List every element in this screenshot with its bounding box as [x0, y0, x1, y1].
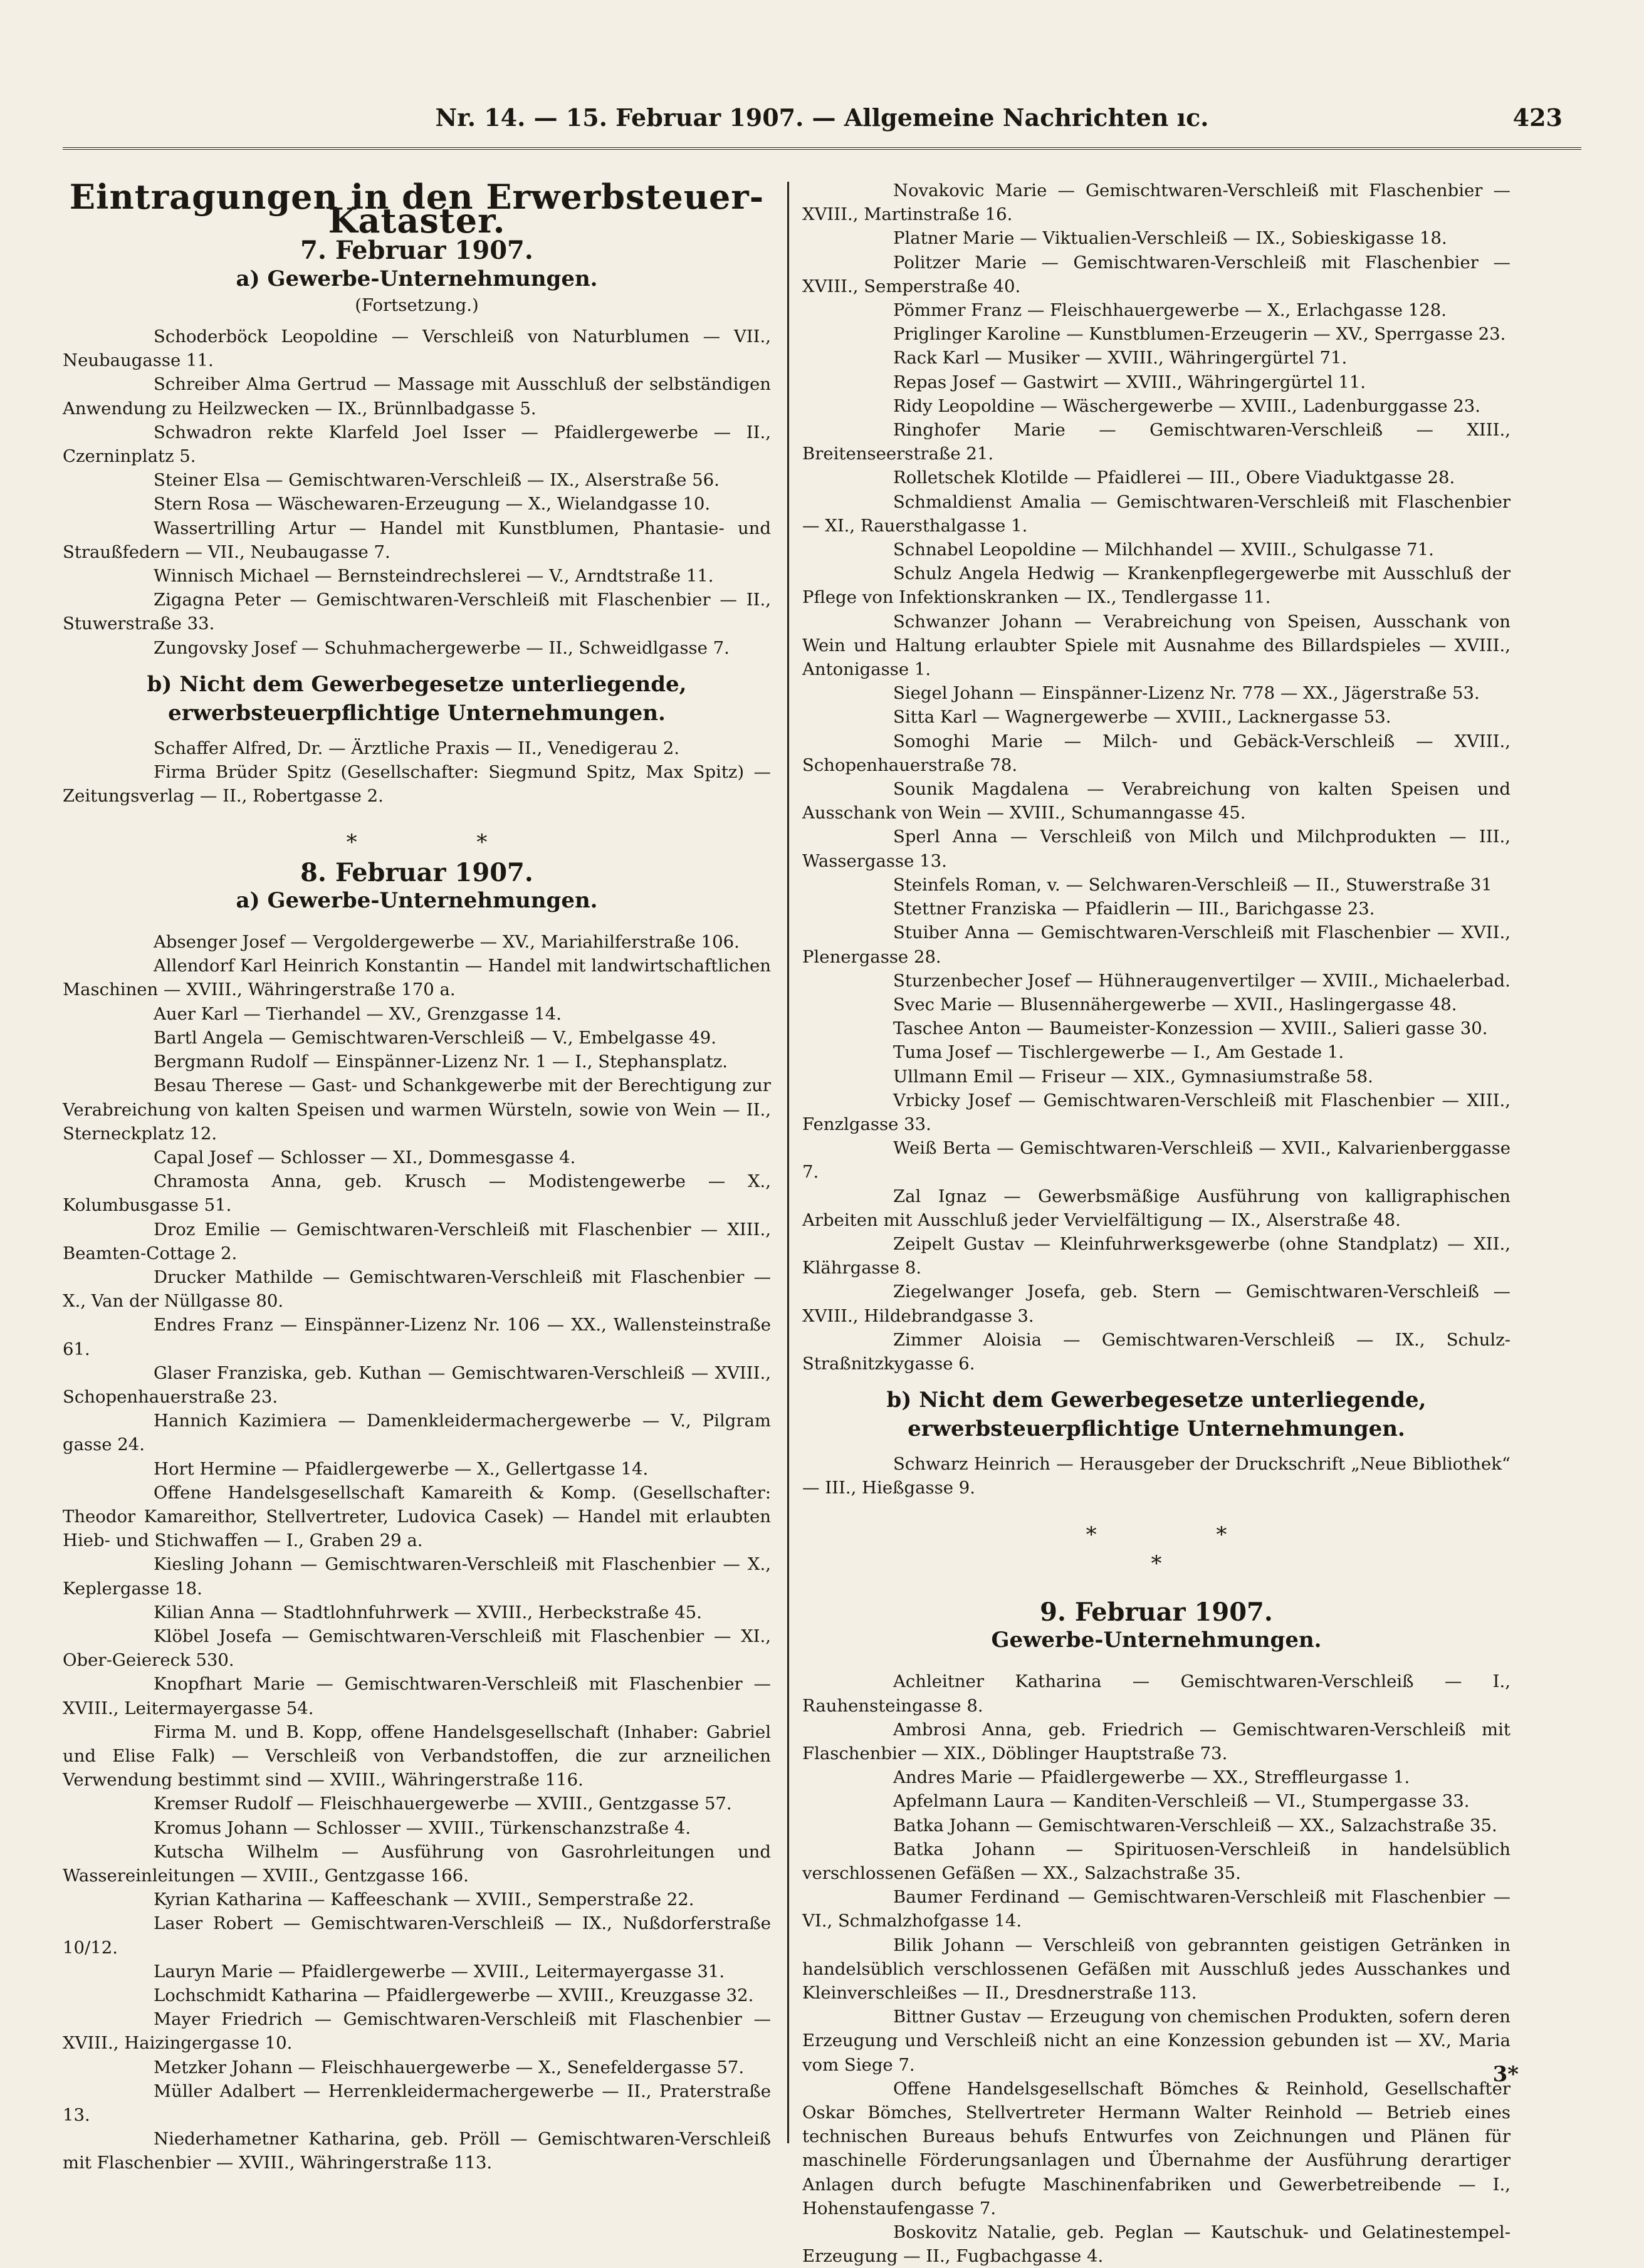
section-separator-stars: * *: [346, 830, 544, 855]
list-item: Offene Handelsgesellschaft Bömches & Reinhold, Gesellschafter Oskar Bömches, Stellvertreter Hermann Walter Reinhold — Betrieb eines technischen Bureaus behufs Entwurfes von Zeichnungen und Plänen für maschinelle Förderungsanlagen und Übernahme der Ausführung derartiger Anlagen durch befugte Maschinenfabriken und Gewerbetreibende — I., Hohenstaufengasse 7.: [802, 2078, 1510, 2218]
list-item: Schnabel Leopoldine — Milchhandel — XVIII., Schulgasse 71.: [893, 540, 1434, 560]
list-item: Schmaldienst Amalia — Gemischtwaren-Verschleiß mit Flaschenbier — XI., Rauersthalgasse 1.: [802, 491, 1510, 536]
list-item: Schwanzer Johann — Verabreichung von Speisen, Ausschank von Wein und Haltung erlaubter Spiele mit Ausnahme des Billardspieles — XVIII., Antonigasse 1.: [802, 611, 1510, 680]
list-item: Priglinger Karoline — Kunstblumen-Erzeugerin — XV., Sperrgasse 23.: [893, 324, 1506, 345]
list-item: Kiesling Johann — Gemischtwaren-Verschleiß mit Flaschenbier — X., Keplergasse 18.: [63, 1554, 771, 1599]
entries-8-feb-b: [802, 1452, 1510, 1500]
list-item: Capal Josef — Schlosser — XI., Dommesgasse 4.: [154, 1147, 576, 1168]
list-item: Schreiber Alma Gertrud — Massage mit Ausschluß der selbständigen Anwendung zu Heilzwecken — IX., Brünnlbadgasse 5.: [63, 374, 771, 419]
list-item: Drucker Mathilde — Gemischtwaren-Verschleiß mit Flaschenbier — X., Van der Nüllgasse 80.: [63, 1267, 771, 1312]
list-item: Glaser Franziska, geb. Kuthan — Gemischtwaren-Verschleiß — XVIII., Schopenhauerstraße 23.: [63, 1362, 771, 1407]
list-item: Steinfels Roman, v. — Selchwaren-Verschleiß — II., Stuwerstraße 31: [893, 874, 1492, 895]
list-item: Schaffer Alfred, Dr. — Ärztliche Praxis — II., Venedigerau 2.: [154, 738, 680, 758]
page-header: [63, 103, 1581, 141]
header-rule: [63, 147, 1581, 150]
list-item: Apfelmann Laura — Kanditen-Verschleiß — VI., Stumpergasse 33.: [893, 1791, 1470, 1812]
entries-7-feb-b: [63, 736, 771, 808]
list-item: Sitta Karl — Wagnergewerbe — XVIII., Lacknergasse 53.: [893, 707, 1391, 728]
section-heading-a-8-feb: a) Gewerbe-Unternehmungen.: [236, 887, 598, 913]
page-number: 423: [1512, 103, 1563, 132]
list-item: Firma Brüder Spitz (Gesellschafter: Siegmund Spitz, Max Spitz) — Zeitungsverlag — II., Robertgasse 2.: [63, 762, 771, 807]
section-heading-b: b) Nicht dem Gewerbegesetze unterliegende, erwerbsteuerpflichtige Unternehmungen.: [147, 671, 687, 726]
list-item: Kromus Johann — Schlosser — XVIII., Türkenschanzstraße 4.: [154, 1817, 691, 1838]
list-item: Hannich Kazimiera — Damenkleidermachergewerbe — V., Pilgram gasse 24.: [63, 1411, 771, 1455]
list-item: Boskovitz Natalie, geb. Peglan — Kautschuk- und Gelatinestempel-Erzeugung — II., Fugbachgasse 4.: [802, 2222, 1510, 2267]
list-item: Repas Josef — Gastwirt — XVIII., Währingergürtel 11.: [893, 372, 1366, 392]
list-item: Zeipelt Gustav — Kleinfuhrwerksgewerbe (ohne Standplatz) — XII., Klährgasse 8.: [802, 1233, 1510, 1278]
list-item: Schwadron rekte Klarfeld Joel Isser — Pfaidlergewerbe — II., Czerninplatz 5.: [63, 422, 771, 467]
list-item: Winnisch Michael — Bernsteindrechslerei — V., Arndtstraße 11.: [154, 566, 714, 587]
list-item: Allendorf Karl Heinrich Konstantin — Handel mit landwirtschaftlichen Maschinen — XVIII., Währingerstraße 170 a.: [63, 956, 771, 1000]
list-item: Kremser Rudolf — Fleischhauergewerbe — XVIII., Gentzgasse 57.: [154, 1794, 732, 1814]
list-item: Wassertrilling Artur — Handel mit Kunstblumen, Phantasie- und Straußfedern — VII., Neubaugasse 7.: [63, 518, 771, 562]
list-item: Zal Ignaz — Gewerbsmäßige Ausführung von kalligraphischen Arbeiten mit Ausschluß jeder Vervielfältigung — IX., Alserstraße 48.: [802, 1186, 1510, 1230]
section-date-8-feb: 8. Februar 1907.: [300, 857, 533, 887]
list-item: Schulz Angela Hedwig — Krankenpflegergewerbe mit Ausschluß der Pflege von Infektionskranken — IX., Tendlergasse 11.: [802, 563, 1510, 608]
list-item: Weiß Berta — Gemischtwaren-Verschleiß — XVII., Kalvarienberggasse 7.: [802, 1138, 1510, 1183]
page-title: Eintragungen in den Erwerbsteuer-Kataster.: [69, 177, 765, 241]
list-item: Batka Johann — Gemischtwaren-Verschleiß — XX., Salzachstraße 35.: [893, 1815, 1497, 1836]
section-date-7-feb: 7. Februar 1907.: [300, 236, 533, 266]
list-item: Schoderböck Leopoldine — Verschleiß von Naturblumen — VII., Neubaugasse 11.: [63, 327, 771, 371]
section-heading-b-8-feb: b) Nicht dem Gewerbegesetze unterliegende, erwerbsteuerpflichtige Unternehmungen.: [886, 1387, 1427, 1442]
list-item: Rolletschek Klotilde — Pfaidlerei — III., Obere Viaduktgasse 28.: [893, 468, 1455, 488]
list-item: Siegel Johann — Einspänner-Lizenz Nr. 778 — XX., Jägerstraße 53.: [893, 683, 1480, 704]
entries-9-feb: [802, 1670, 1510, 2268]
list-item: Offene Handelsgesellschaft Kamareith & Komp. (Gesellschafter: Theodor Kamareithor, Stellvertreter, Ludovica Casek) — Handel mit erlaubten Hieb- und Stichwaffen — I., Graben 29 a.: [63, 1482, 771, 1551]
list-item: Pömmer Franz — Fleischhauergewerbe — X., Erlachgasse 128.: [893, 300, 1447, 321]
list-item: Svec Marie — Blusennähergewerbe — XVII., Haslingergasse 48.: [893, 994, 1457, 1015]
list-item: Vrbicky Josef — Gemischtwaren-Verschleiß mit Flaschenbier — XIII., Fenzlgasse 33.: [802, 1090, 1510, 1134]
signature-mark: 3*: [1492, 2062, 1519, 2087]
running-head: Nr. 14. — 15. Februar 1907. — Allgemeine Nachrichten ıc.: [435, 103, 1209, 132]
section-heading-9-feb: Gewerbe-Unternehmungen.: [991, 1628, 1322, 1653]
list-item: Lauryn Marie — Pfaidlergewerbe — XVIII., Leitermayergasse 31.: [154, 1961, 725, 1982]
list-item: Platner Marie — Viktualien-Verschleiß — IX., Sobieskigasse 18.: [893, 228, 1447, 249]
list-item: Ridy Leopoldine — Wäschergewerbe — XVIII., Ladenburggasse 23.: [893, 395, 1480, 416]
list-item: Zungovsky Josef — Schuhmachergewerbe — II., Schweidlgasse 7.: [154, 637, 730, 658]
list-item: Laser Robert — Gemischtwaren-Verschleiß — IX., Nußdorferstraße 10/12.: [63, 1913, 771, 1958]
list-item: Bartl Angela — Gemischtwaren-Verschleiß — V., Embelgasse 49.: [154, 1027, 716, 1048]
list-item: Ziegelwanger Josefa, geb. Stern — Gemischtwaren-Verschleiß — XVIII., Hildebrandgasse 3.: [802, 1282, 1510, 1326]
list-item: Zigagna Peter — Gemischtwaren-Verschleiß mit Flaschenbier — II., Stuwerstraße 33.: [63, 590, 771, 634]
list-item: Achleitner Katharina — Gemischtwaren-Verschleiß — I., Rauhensteingasse 8.: [802, 1671, 1510, 1716]
list-item: Lochschmidt Katharina — Pfaidlergewerbe — XVIII., Kreuzgasse 32.: [154, 1985, 754, 2006]
list-item: Endres Franz — Einspänner-Lizenz Nr. 106 — XX., Wallensteinstraße 61.: [63, 1315, 771, 1359]
section-separator-star-single: *: [1151, 1550, 1162, 1576]
list-item: Bilik Johann — Verschleiß von gebrannten geistigen Getränken in handelsüblich verschlossenen Gefäßen mit Ausschluß jedes Ausschankes und Kleinverschleißes — II., Dresdnerstraße 113.: [802, 1935, 1510, 2004]
list-item: Stern Rosa — Wäschewaren-Erzeugung — X., Wielandgasse 10.: [154, 494, 711, 515]
list-item: Bittner Gustav — Erzeugung von chemischen Produkten, sofern deren Erzeugung und Verschleiß nicht an eine Konzession gebunden ist — XV., Maria vom Siege 7.: [802, 2007, 1510, 2075]
list-item: Ambrosi Anna, geb. Friedrich — Gemischtwaren-Verschleiß mit Flaschenbier — XIX., Döblinger Hauptstraße 73.: [802, 1719, 1510, 1764]
list-item: Hort Hermine — Pfaidlergewerbe — X., Gellertgasse 14.: [154, 1458, 649, 1479]
list-item: Kutscha Wilhelm — Ausführung von Gasrohrleitungen und Wassereinleitungen — XVIII., Gentzgasse 166.: [63, 1841, 771, 1886]
list-item: Taschee Anton — Baumeister-Konzession — XVIII., Salieri gasse 30.: [893, 1018, 1488, 1039]
entries-8-feb-a: [63, 930, 771, 2175]
list-item: Besau Therese — Gast- und Schankgewerbe mit der Berechtigung zur Verabreichung von kalten Speisen und warmen Würsteln, sowie von Wein — II., Sterneckplatz 12.: [63, 1075, 771, 1144]
list-item: Ringhofer Marie — Gemischtwaren-Verschleiß — XIII., Breitenseerstraße 21.: [802, 420, 1510, 464]
section-heading-a: a) Gewerbe-Unternehmungen.: [236, 266, 598, 291]
list-item: Mayer Friedrich — Gemischtwaren-Verschleiß mit Flaschenbier — XVIII., Haizingergasse 10.: [63, 2009, 771, 2054]
left-column: [63, 179, 771, 2175]
list-item: Knopfhart Marie — Gemischtwaren-Verschleiß mit Flaschenbier — XVIII., Leitermayergasse 54.: [63, 1674, 771, 1718]
list-item: Ullmann Emil — Friseur — XIX., Gymnasiumstraße 58.: [893, 1066, 1373, 1087]
list-item: Sperl Anna — Verschleiß von Milch und Milchprodukten — III., Wassergasse 13.: [802, 827, 1510, 871]
list-item: Tuma Josef — Tischlergewerbe — I., Am Gestade 1.: [893, 1042, 1344, 1063]
list-item: Stettner Franziska — Pfaidlerin — III., Barichgasse 23.: [893, 899, 1375, 919]
list-item: Metzker Johann — Fleischhauergewerbe — X., Senefeldergasse 57.: [154, 2057, 745, 2077]
list-item: Müller Adalbert — Herrenkleidermachergewerbe — II., Praterstraße 13.: [63, 2081, 771, 2126]
right-column: [802, 179, 1510, 2268]
list-item: Batka Johann — Spirituosen-Verschleiß in handelsüblich verschlossenen Gefäßen — XX., Salzachstraße 35.: [802, 1839, 1510, 1883]
entries-7-feb-a: [63, 325, 771, 660]
list-item: Andres Marie — Pfaidlergewerbe — XX., Streffleurgasse 1.: [893, 1767, 1410, 1788]
list-item: Steiner Elsa — Gemischtwaren-Verschleiß — IX., Alserstraße 56.: [154, 470, 720, 491]
section-separator-stars-2: * *: [1086, 1522, 1284, 1547]
list-item: Kilian Anna — Stadtlohnfuhrwerk — XVIII., Herbeckstraße 45.: [154, 1602, 702, 1623]
list-item: Novakovic Marie — Gemischtwaren-Verschleiß mit Flaschenbier — XVIII., Martinstraße 16.: [802, 180, 1510, 225]
list-item: Klöbel Josefa — Gemischtwaren-Verschleiß mit Flaschenbier — XI., Ober-Geiereck 530.: [63, 1626, 771, 1671]
list-item: Stuiber Anna — Gemischtwaren-Verschleiß mit Flaschenbier — XVII., Plenergasse 28.: [802, 922, 1510, 967]
list-item: Niederhametner Katharina, geb. Pröll — Gemischtwaren-Verschleiß mit Flaschenbier — XVIII., Währingerstraße 113.: [63, 2129, 771, 2173]
list-item: Firma M. und B. Kopp, offene Handelsgesellschaft (Inhaber: Gabriel und Elise Falk) — Verschleiß von Verbandstoffen, die zur arzneilichen Verwendung bestimmt sind — XVIII., Währingerstraße 116.: [63, 1722, 771, 1790]
list-item: Sturzenbecher Josef — Hühneraugenvertilger — XVIII., Michaelerbad.: [893, 970, 1510, 991]
list-item: Bergmann Rudolf — Einspänner-Lizenz Nr. 1 — I., Stephansplatz.: [154, 1052, 728, 1072]
list-item: Absenger Josef — Vergoldergewerbe — XV., Mariahilferstraße 106.: [154, 932, 740, 953]
list-item: Sounik Magdalena — Verabreichung von kalten Speisen und Ausschank von Wein — XVIII., Schumanngasse 45.: [802, 779, 1510, 823]
continuation-note: (Fortsetzung.): [355, 295, 479, 315]
list-item: Rack Karl — Musiker — XVIII., Währingergürtel 71.: [893, 348, 1348, 368]
list-item: Somoghi Marie — Milch- und Gebäck-Verschleiß — XVIII., Schopenhauerstraße 78.: [802, 731, 1510, 775]
list-item: Auer Karl — Tierhandel — XV., Grenzgasse 14.: [154, 1003, 562, 1024]
entries-8-feb-a-continued: [802, 179, 1510, 1376]
column-divider: [787, 182, 789, 2143]
list-item: Chramosta Anna, geb. Krusch — Modistengewerbe — X., Kolumbusgasse 51.: [63, 1171, 771, 1216]
list-item: Kyrian Katharina — Kaffeeschank — XVIII., Semperstraße 22.: [154, 1889, 694, 1910]
list-item: Schwarz Heinrich — Herausgeber der Druckschrift „Neue Bibliothek“ — III., Hießgasse 9.: [802, 1454, 1510, 1498]
list-item: Zimmer Aloisia — Gemischtwaren-Verschleiß — IX., Schulz-Straßnitzkygasse 6.: [802, 1329, 1510, 1374]
list-item: Baumer Ferdinand — Gemischtwaren-Verschleiß mit Flaschenbier — VI., Schmalzhofgasse 14.: [802, 1887, 1510, 1931]
list-item: Politzer Marie — Gemischtwaren-Verschleiß mit Flaschenbier — XVIII., Semperstraße 40.: [802, 252, 1510, 296]
section-date-9-feb: 9. Februar 1907.: [1040, 1597, 1273, 1627]
list-item: Droz Emilie — Gemischtwaren-Verschleiß mit Flaschenbier — XIII., Beamten-Cottage 2.: [63, 1219, 771, 1263]
